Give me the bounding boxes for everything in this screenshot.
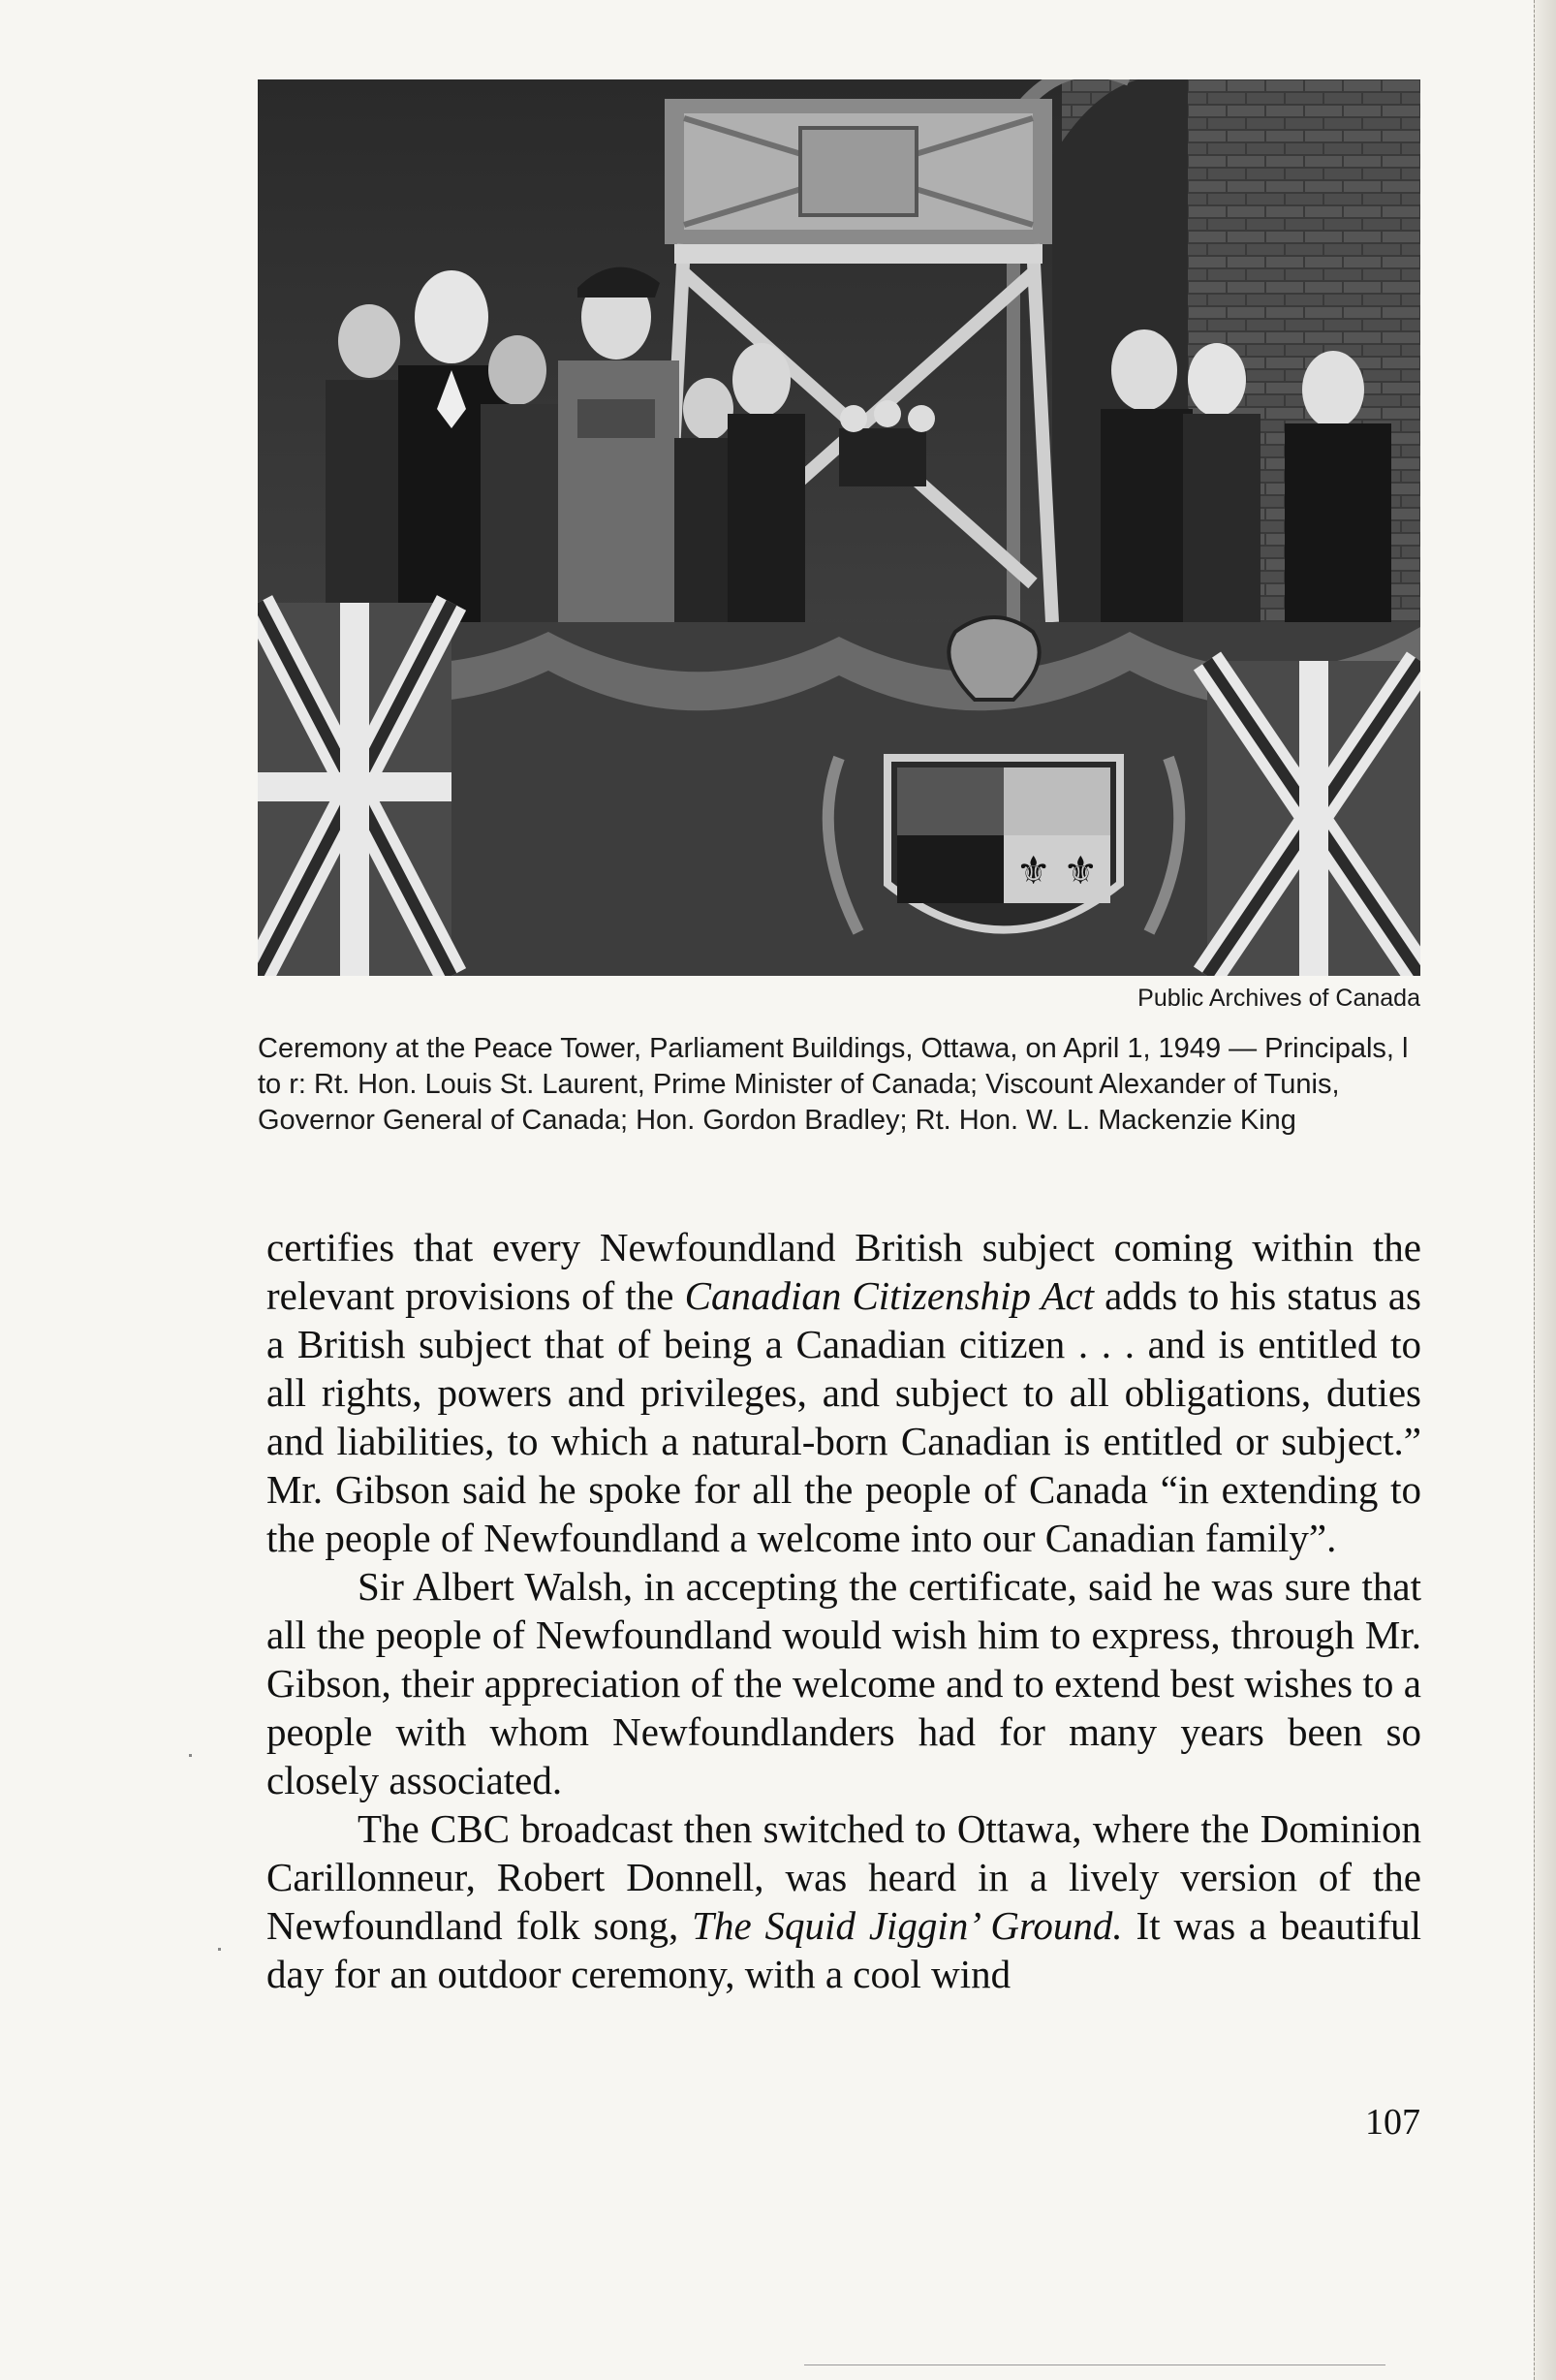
page-number: 107 <box>1365 2102 1420 2143</box>
paragraph-2: Sir Albert Walsh, in accepting the certificate, said he was sure that all the people of Newfoundland would wish him to express, through Mr. Gibson, their appreciation of the welcome and to extend best wishes to a people with whom Newfoundlanders had for many years been so closely associated. <box>266 1564 1421 1802</box>
paragraph-1: certifies that every Newfoundland British subject coming within the relevant provisions of the Canadian Citizenship Act adds to his status as a British subject that of being a Canadian citizen . . . and is entitled to all rights, powers and privileges, and subject to all obligations, duties and liabilities, to which a natural-born Canadian is entitled or subject.” Mr. Gibson said he spoke for all the people of Canada “in extending to the people of Newfoundland a welcome into our Canadian family”. <box>266 1225 1422 1560</box>
scan-mark <box>218 1948 221 1951</box>
ceremony-photo <box>258 79 1420 976</box>
scan-mark <box>804 2364 1385 2365</box>
svg-text:⚜ ⚜: ⚜ ⚜ <box>1015 849 1099 893</box>
paragraph-3: The CBC broadcast then switched to Ottawa, where the Dominion Carillonneur, Robert Donnell, was heard in a lively version of the Newfoundland folk song, The Squid Jiggin’ Ground. It was a beautiful day for an outdoor ceremony, with a cool wind <box>266 1806 1421 1996</box>
photo-caption: Ceremony at the Peace Tower, Parliament Buildings, Ottawa, on April 1, 1949 — Principals, l to r: Rt. Hon. Louis St. Laurent, Prime Minister of Canada; Viscount Alexander of Tunis, Governor General of Canada; Hon. Gordon Bradley; Rt. Hon. W. L. Mackenzie King <box>258 1033 1409 1136</box>
page-edge <box>1534 0 1556 2380</box>
photo-credit: Public Archives of Canada <box>1137 985 1420 1012</box>
scan-mark <box>189 1754 192 1757</box>
body-text <box>266 1223 1421 1998</box>
act-title: Canadian Citizenship Act <box>684 1273 1094 1318</box>
song-title: The Squid Jiggin’ Ground. <box>692 1903 1123 1948</box>
